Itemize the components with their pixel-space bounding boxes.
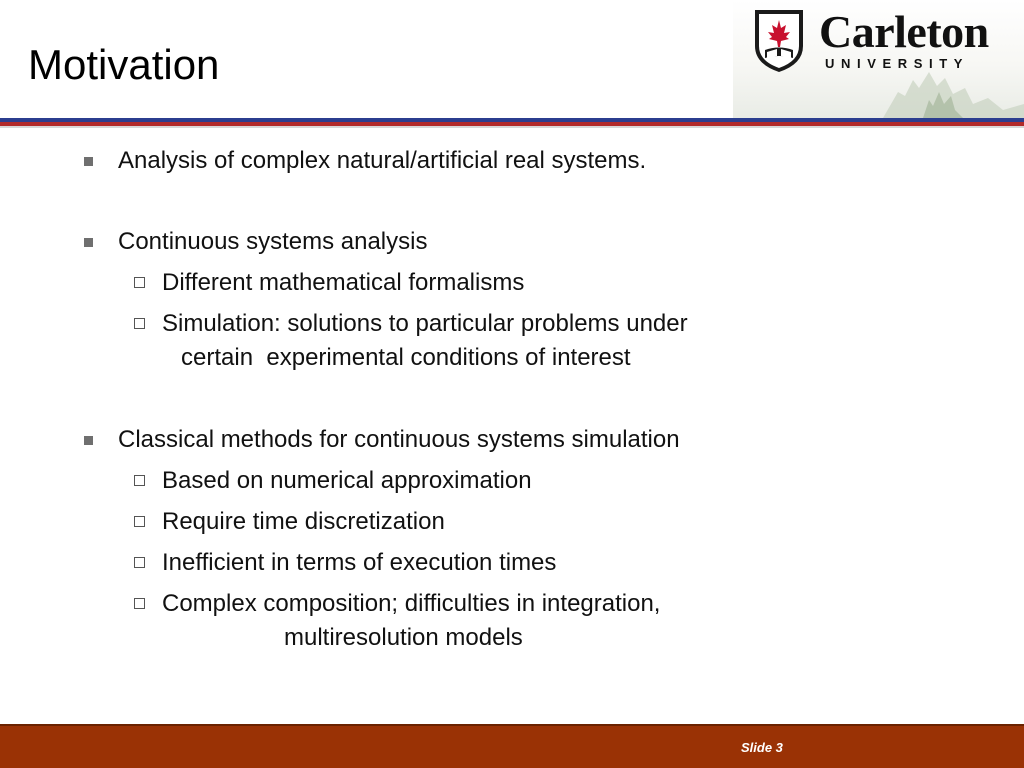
sub-bullet-item: Simulation: solutions to particular problems under xyxy=(162,309,688,339)
bullet-item: Continuous systems analysis xyxy=(118,227,427,257)
hollow-square-bullet-icon xyxy=(134,557,145,568)
bullet-item: Analysis of complex natural/artificial real systems. xyxy=(118,146,646,176)
square-bullet-icon xyxy=(84,436,93,445)
footer-bar xyxy=(0,724,1024,768)
square-bullet-icon xyxy=(84,238,93,247)
header-rule-shadow xyxy=(0,126,1024,128)
slide-number: Slide 3 xyxy=(741,740,783,755)
sub-bullet-item: Based on numerical approximation xyxy=(162,466,532,496)
hollow-square-bullet-icon xyxy=(134,277,145,288)
logo-name: Carleton xyxy=(819,6,989,57)
slide-title: Motivation xyxy=(28,41,220,88)
sub-bullet-item: Complex composition; difficulties in integration, xyxy=(162,589,660,619)
carleton-logo xyxy=(733,0,1024,118)
sub-bullet-continuation: multiresolution models xyxy=(284,624,523,651)
square-bullet-icon xyxy=(84,157,93,166)
sub-bullet-item: Different mathematical formalisms xyxy=(162,268,524,298)
sub-bullet-continuation: certain experimental conditions of interest xyxy=(181,344,631,371)
hollow-square-bullet-icon xyxy=(134,475,145,486)
hollow-square-bullet-icon xyxy=(134,318,145,329)
logo-subtitle: UNIVERSITY xyxy=(825,56,970,71)
hollow-square-bullet-icon xyxy=(134,598,145,609)
sub-bullet-item: Require time discretization xyxy=(162,507,445,537)
hollow-square-bullet-icon xyxy=(134,516,145,527)
sub-bullet-item: Inefficient in terms of execution times xyxy=(162,548,556,578)
maple-leaf-shield-icon xyxy=(753,8,805,74)
bullet-item: Classical methods for continuous systems simulation xyxy=(118,425,680,455)
